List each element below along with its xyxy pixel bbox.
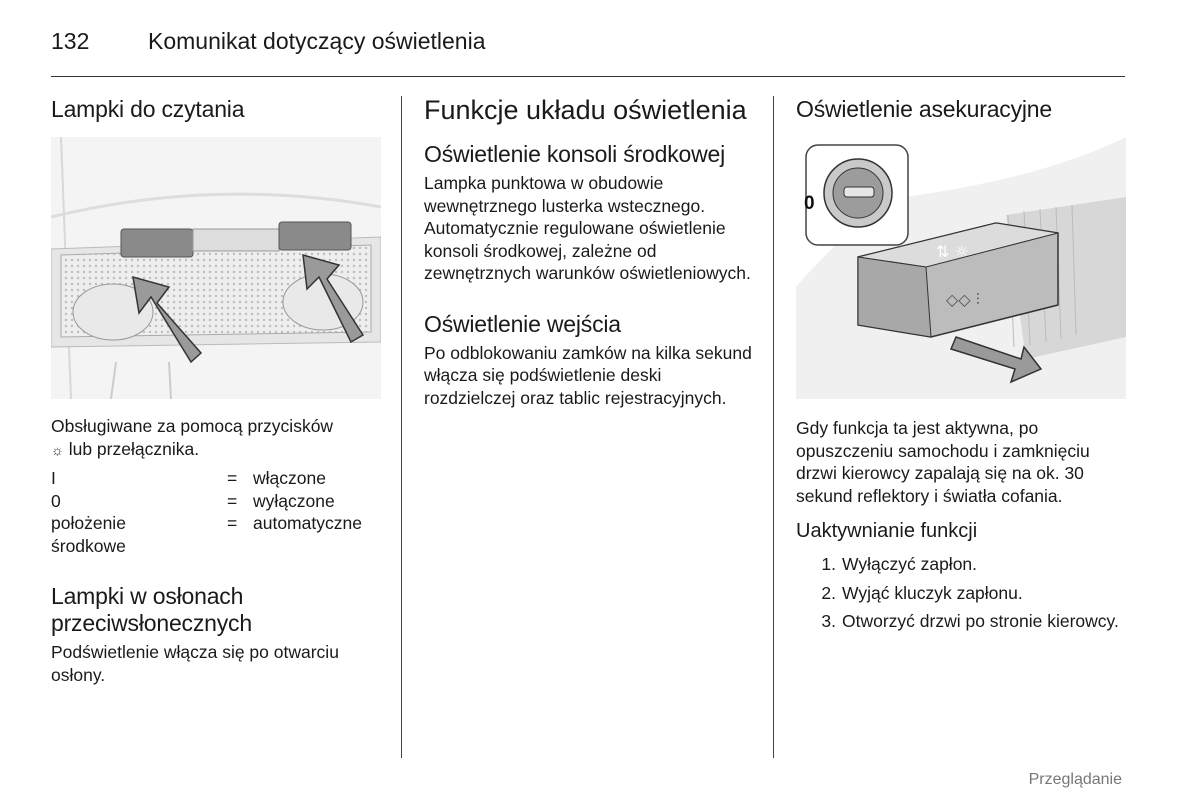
reading-lamp-figure xyxy=(51,137,381,399)
switch-positions-table xyxy=(51,467,381,557)
paragraph-text: lub przełącznika. xyxy=(68,438,200,459)
light-switch-figure xyxy=(796,137,1126,399)
equals-sign: = xyxy=(227,490,238,511)
main-heading: Funkcje układu oświetlenia xyxy=(424,95,747,125)
section-heading: Lampki w osłonach przeciwsłonecznych xyxy=(51,583,252,636)
step-text: Wyłączyć zapłon. xyxy=(842,554,978,574)
column-divider xyxy=(401,96,402,758)
reading-lamp-icon: ☼ xyxy=(51,441,64,458)
svg-text:⇅ ☼: ⇅ ☼ xyxy=(936,242,969,261)
position-label: I xyxy=(51,468,56,488)
list-item xyxy=(821,553,1126,576)
position-value: włączone xyxy=(253,468,326,488)
paragraph: Lampka punktowa w obudowie wewnętrznego lusterka wstecznego. Automatycznie regulowane oświetlenie konsoli środkowej, zależne od zewnętrznych warunków oświetleniowych. xyxy=(424,173,751,283)
equals-sign: = xyxy=(227,468,238,488)
svg-text:◇◇ ⫶: ◇◇ ⫶ xyxy=(946,290,980,309)
position-value: automatyczne xyxy=(253,513,362,533)
subsection-heading: Oświetlenie konsoli środkowej xyxy=(424,141,726,167)
step-text: Otworzyć drzwi po stronie kierowcy. xyxy=(842,611,1119,631)
reading-lamp-illustration xyxy=(51,137,381,399)
subsection-heading: Oświetlenie wejścia xyxy=(424,310,621,337)
light-switch-illustration xyxy=(796,137,1126,399)
paragraph: Po odblokowaniu zamków na kilka sekund włącza się podświetlenie deski rozdzielczej oraz tablic rejestracyjnych. xyxy=(424,342,752,408)
page-header xyxy=(51,24,1125,77)
steps-list xyxy=(821,553,1126,633)
paragraph xyxy=(51,415,381,461)
list-item xyxy=(821,610,1126,633)
section-heading: Oświetlenie asekuracyjne xyxy=(796,96,1052,122)
paragraph: Gdy funkcja ta jest aktywna, po opuszczeniu samochodu i zamknięciu drzwi kierowcy zapalają się na ok. 30 sekund reflektory i światła cofania. xyxy=(796,418,1090,506)
subsection-heading: Uaktywnianie funkcji xyxy=(796,520,978,542)
paragraph-text: Obsługiwane za pomocą przycisków xyxy=(51,416,334,436)
column-right xyxy=(796,96,1126,639)
position-value: wyłączone xyxy=(253,490,335,511)
position-label: 0 xyxy=(51,490,61,511)
equals-sign: = xyxy=(227,513,238,533)
section-heading: Lampki do czytania xyxy=(51,96,245,122)
column-left xyxy=(51,96,381,686)
step-text: Wyjąć kluczyk zapłonu. xyxy=(842,582,1023,603)
list-item xyxy=(821,582,1126,605)
step-number: 2. xyxy=(821,582,836,603)
figure-label: 0 xyxy=(804,193,815,214)
paragraph: Podświetlenie włącza się po otwarciu osłony. xyxy=(51,642,339,685)
column-divider xyxy=(773,96,774,758)
page-number: 132 xyxy=(51,28,90,54)
column-middle xyxy=(424,96,754,409)
step-number: 1. xyxy=(821,554,836,574)
position-label: położenie środkowe xyxy=(51,513,126,556)
chapter-title: Komunikat dotyczący oświetlenia xyxy=(148,28,486,54)
footer-label: Przeglądanie xyxy=(1028,771,1122,788)
step-number: 3. xyxy=(821,611,836,631)
